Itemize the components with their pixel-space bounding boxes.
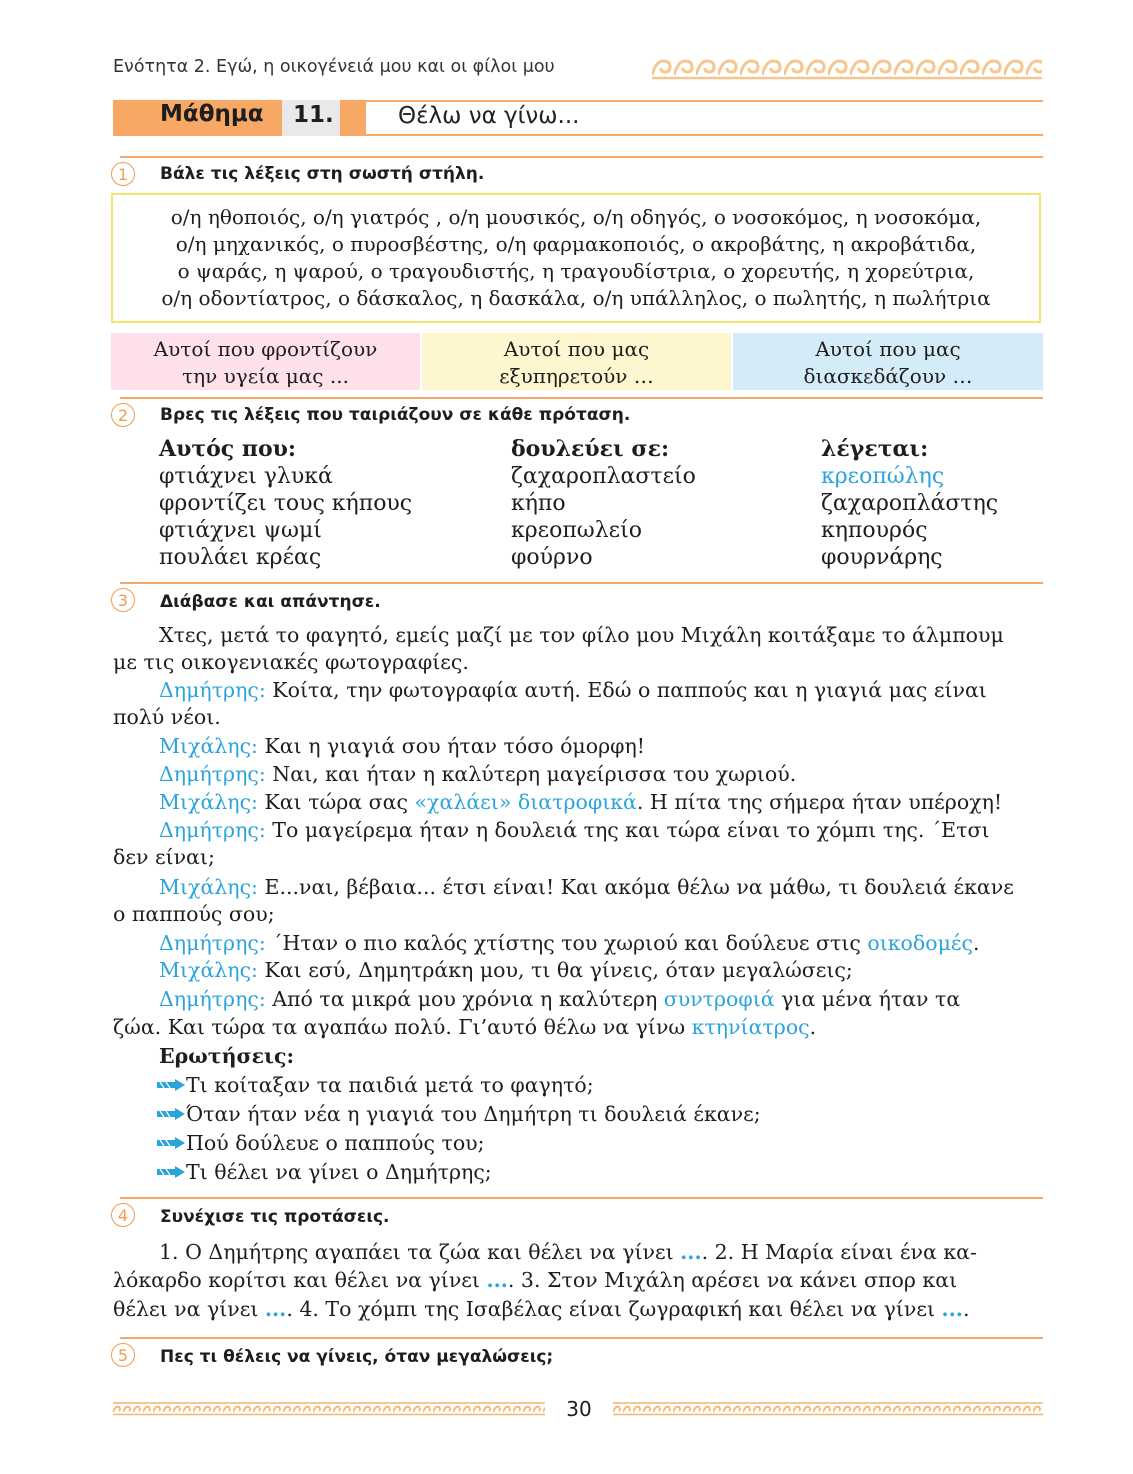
unit-title: Ενότητα 2. Εγώ, η οικογένειά μου και οι φίλοι μου (113, 57, 555, 77)
dialogue-line (113, 1013, 816, 1041)
sentence-line (113, 1266, 957, 1294)
word-line-1: ο/η ηθοποιός, ο/η γιατρός , ο/η μουσικός, ο/η οδηγός, ο νοσοκόμος, η νοσοκόμα, (170, 205, 982, 229)
column-health (111, 333, 420, 390)
exercise-1-title: Βάλε τις λέξεις στη σωστή στήλη. (160, 164, 485, 184)
vocabulary-highlight: συντροφιά (663, 987, 775, 1011)
dialogue-text: Και η γιαγιά σου ήταν τόσο όμορφη! (257, 734, 646, 758)
questions-title: Ερωτήσεις: (159, 1044, 295, 1068)
exercise-5-number: 5 (111, 1343, 135, 1367)
word-line-4: ο/η οδοντίατρος, ο δάσκαλος, η δασκάλα, ο/η υπάλληλος, ο πωλητής, η πωλήτρια (161, 286, 991, 310)
dialogue-line (159, 873, 1014, 901)
dialogue-text: Κοίτα, την φωτογραφία αυτή. Εδώ ο παππούς και η γιαγιά μας είναι (265, 678, 987, 702)
exercise-1-number: 1 (111, 162, 135, 186)
table-cell: κήπο (511, 491, 566, 516)
lesson-label: Μάθημα (160, 101, 264, 127)
table-cell: πουλάει κρέας (159, 545, 322, 570)
vocabulary-highlight: «χαλάει» διατροφικά (414, 790, 637, 814)
blank-dots: ... (941, 1297, 963, 1321)
table-cell: φούρνο (511, 545, 593, 570)
exercise-3-number: 3 (111, 588, 135, 612)
blank-dots: ... (486, 1268, 508, 1292)
sentence-text: λόκαρδο κορίτσι και θέλει να γίνει (113, 1268, 487, 1292)
pencil-arrow-icon (156, 1077, 186, 1093)
question-item (156, 1158, 492, 1186)
dialogue-text: Ε...ναι, βέβαια... έτσι είναι! Και ακόμα θέλω να μάθω, τι δουλειά έκανε (257, 875, 1014, 899)
table-cell: φτιάχνει γλυκά (159, 464, 333, 489)
column-entertainment (733, 333, 1043, 390)
speaker-name: Μιχάλης: (159, 958, 258, 982)
exercise-4-rule (120, 1197, 1043, 1199)
dialogue-text: . (809, 1015, 817, 1039)
speaker-name: Δημήτρης: (159, 818, 266, 842)
column-service-line1: Αυτοί που μας (503, 337, 650, 361)
sentence-text: . 2. Η Μαρία είναι ένα κα- (701, 1240, 977, 1264)
table-cell: ζαχαροπλάστης (821, 491, 999, 516)
pencil-arrow-icon (156, 1106, 186, 1122)
dialogue-text: Από τα μικρά μου χρόνια η καλύτερη (265, 987, 664, 1011)
dialogue-line (159, 985, 960, 1013)
dialogue-line (159, 676, 987, 704)
table-header-works: δουλεύει σε: (511, 436, 670, 462)
dialogue-line: πολύ νέοι. (113, 705, 221, 729)
sentence-line (159, 1238, 977, 1266)
meander-decoration (652, 53, 1042, 81)
pencil-arrow-icon (156, 1135, 186, 1151)
dialogue-line (159, 732, 645, 760)
exercise-3-title: Διάβασε και απάντησε. (160, 592, 381, 612)
dialogue-text: . (973, 931, 980, 955)
exercise-3-rule (120, 582, 1043, 584)
exercise-1-rule (120, 156, 1043, 158)
speaker-name: Δημήτρης: (159, 678, 266, 702)
dialogue-text: Το μαγείρεμα ήταν η δουλειά της και τώρα είναι το χόμπι της. ΄Ετσι (265, 818, 990, 842)
page-number: 30 (566, 1397, 592, 1421)
table-cell: φουρνάρης (821, 545, 943, 570)
exercise-4-title: Συνέχισε τις προτάσεις. (160, 1207, 390, 1227)
question-text: Τι κοίταξαν τα παιδιά μετά το φαγητό; (186, 1073, 594, 1097)
dialogue-text: Και εσύ, Δημητράκη μου, τι θα γίνεις, όταν μεγαλώσεις; (257, 958, 853, 982)
exercise-5-title: Πες τι θέλεις να γίνεις, όταν μεγαλώσεις; (160, 1347, 554, 1367)
table-cell: φροντίζει τους κήπους (159, 491, 413, 516)
exercise-4-number: 4 (111, 1203, 135, 1227)
dialogue-text: Και τώρα σας (257, 790, 415, 814)
column-health-line1: Αυτοί που φροντίζουν (153, 337, 378, 361)
blank-dots: ... (680, 1240, 702, 1264)
footer-decoration-left (113, 1402, 545, 1416)
question-text: Πού δούλευε ο παππούς του; (186, 1131, 485, 1155)
column-entertainment-line1: Αυτοί που μας (815, 337, 961, 361)
table-header-called: λέγεται: (821, 436, 929, 462)
sentence-text: . 3. Στον Μιχάλη αρέσει να κάνει σπορ και (507, 1268, 958, 1292)
vocabulary-highlight: οικοδομές (867, 931, 974, 955)
dialogue-text: . Η πίτα της σήμερα ήταν υπέροχη! (636, 790, 1003, 814)
dialogue-line: δεν είναι; (113, 845, 215, 869)
sentence-line (113, 1295, 969, 1323)
column-service-line2: εξυπηρετούν … (499, 364, 654, 388)
word-line-3: ο ψαράς, η ψαρού, ο τραγουδιστής, η τραγουδίστρια, ο χορευτής, η χορεύτρια, (177, 259, 975, 283)
dialogue-line (159, 929, 980, 957)
story-line: Χτες, μετά το φαγητό, εμείς μαζί με τον φίλο μου Μιχάλη κοιτάξαμε το άλμπουμ (159, 623, 1004, 647)
dialogue-line (159, 760, 796, 788)
vocabulary-highlight: κτηνίατρος (691, 1015, 810, 1039)
sentence-text: θέλει να γίνει (113, 1297, 265, 1321)
dialogue-text: Ναι, και ήταν η καλύτερη μαγείρισσα του χωριού. (265, 762, 797, 786)
question-item (156, 1071, 594, 1099)
dialogue-line (159, 816, 990, 844)
table-cell: ζαχαροπλαστείο (511, 464, 696, 489)
lesson-number: 11. (293, 102, 334, 128)
table-cell-example: κρεοπώλης (821, 464, 945, 489)
question-item (156, 1129, 485, 1157)
exercise-2-rule (120, 397, 1043, 399)
dialogue-line: ο παππούς σου; (113, 902, 275, 926)
dialogue-line (159, 956, 853, 984)
blank-dots: ... (264, 1297, 287, 1321)
lesson-line-bottom (366, 134, 1043, 136)
pencil-arrow-icon (156, 1164, 186, 1180)
exercise-5-rule (120, 1337, 1043, 1339)
dialogue-text: ΄Ηταν ο πιο καλός χτίστης του χωριού και δούλευε στις (265, 931, 868, 955)
dialogue-text: ζώα. Και τώρα τα αγαπάω πολύ. Γι’αυτό θέλω να γίνω (113, 1015, 692, 1039)
table-cell: φτιάχνει ψωμί (159, 518, 322, 543)
speaker-name: Δημήτρης: (159, 762, 266, 786)
lesson-title: Θέλω να γίνω... (398, 103, 580, 129)
column-entertainment-line2: διασκεδάζουν … (803, 364, 973, 388)
story-line: με τις οικογενιακές φωτογραφίες. (113, 650, 469, 674)
speaker-name: Μιχάλης: (159, 790, 258, 814)
word-line-2: ο/η μηχανικός, ο πυροσβέστης, ο/η φαρμακοποιός, ο ακροβάτης, η ακροβάτιδα, (175, 232, 977, 256)
lesson-accent (342, 100, 366, 136)
table-header-who: Αυτός που: (159, 436, 297, 462)
exercise-2-number: 2 (111, 403, 135, 427)
dialogue-line (159, 788, 1002, 816)
column-health-line2: την υγεία μας ... (182, 364, 349, 388)
sentence-text: 1. Ο Δημήτρης αγαπάει τα ζώα και θέλει να γίνει (159, 1240, 681, 1264)
speaker-name: Δημήτρης: (159, 987, 266, 1011)
column-service (422, 333, 731, 390)
table-cell: κρεοπωλείο (511, 518, 642, 543)
table-cell: κηπουρός (821, 518, 928, 543)
speaker-name: Μιχάλης: (159, 734, 258, 758)
speaker-name: Δημήτρης: (159, 931, 266, 955)
sentence-text: . 4. Το χόμπι της Ισαβέλας είναι ζωγραφική και θέλει να γίνει (286, 1297, 942, 1321)
question-text: Όταν ήταν νέα η γιαγιά του Δημήτρη τι δουλειά έκανε; (186, 1102, 761, 1126)
lesson-line-top (366, 100, 1043, 102)
question-item (156, 1100, 761, 1128)
footer-decoration-right (613, 1402, 1043, 1416)
exercise-2-title: Βρες τις λέξεις που ταιριάζουν σε κάθε πρόταση. (160, 405, 631, 425)
speaker-name: Μιχάλης: (159, 875, 258, 899)
question-text: Τι θέλει να γίνει ο Δημήτρης; (186, 1160, 492, 1184)
sentence-text: . (962, 1297, 970, 1321)
dialogue-text: για μένα ήταν τα (774, 987, 961, 1011)
